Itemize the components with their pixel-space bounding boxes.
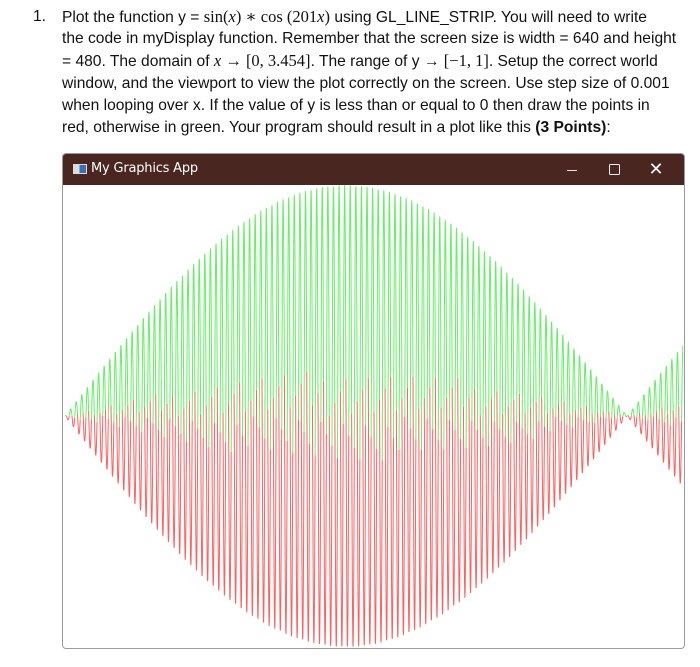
question-line-1: Plot the function y = sin(x) ∗ cos (201x) using GL_LINE_STRIP. You will need to write [62,7,647,26]
question-line-3: = 480. The domain of x → [0, 3.454]. The range of y → [−1, 1]. Setup the correct world [62,51,658,71]
domain-expression: x → [0, 3.454] [213,51,311,71]
function-expression: sin(x) ∗ cos (201x) [203,7,330,26]
maximize-icon [609,164,620,175]
close-button[interactable] [636,154,676,185]
function-plot [65,185,683,647]
maximize-button[interactable] [594,154,634,185]
window-titlebar[interactable] [63,154,684,185]
question-line-2: the code in myDisplay function. Remember that the screen size is width = 640 and height [62,30,677,48]
app-window [62,153,685,649]
points-label: (3 Points) [535,118,607,136]
range-expression: [−1, 1] [443,51,489,71]
window-title: My Graphics App [91,161,198,176]
minimize-icon [567,170,577,171]
close-icon: ✕ [648,158,664,180]
question-line-5: when looping over x. If the value of y is less than or equal to 0 then draw the points in [62,96,650,114]
question-line-4: window, and the viewport to view the plot correctly on the screen. Use step size of 0.001 [62,74,670,92]
question-line-6: red, otherwise in green. Your program should result in a plot like this (3 Points): [62,118,611,136]
question-block [33,6,677,139]
plot-canvas [65,185,683,647]
app-window-icon [73,164,87,174]
question-text [62,6,677,139]
question-number: 1. [33,8,47,25]
minimize-button[interactable] [552,154,592,185]
